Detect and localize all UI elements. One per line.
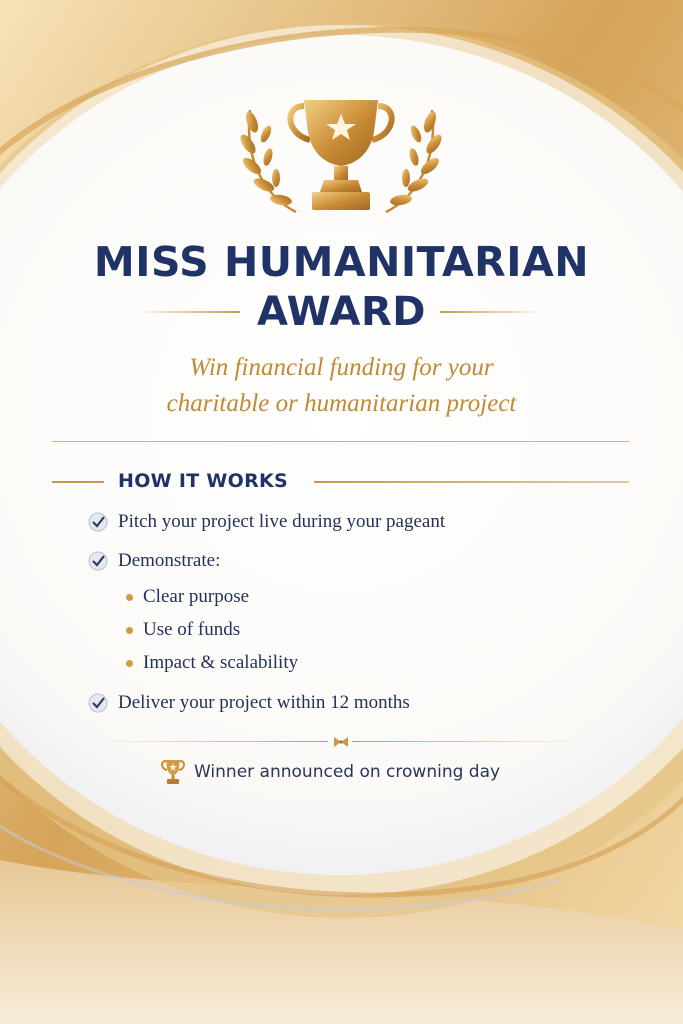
step-text: Demonstrate: — [118, 550, 221, 571]
criteria-text: Clear purpose — [143, 586, 250, 607]
bullet-dot-icon — [126, 627, 133, 634]
trophy-icon — [158, 757, 188, 787]
how-it-works-rule-left — [52, 481, 104, 483]
winner-text: Winner announced on crowning day — [194, 762, 501, 782]
how-it-works-heading: HOW IT WORKS — [118, 470, 289, 492]
trophy-icon — [290, 100, 391, 210]
criteria-item — [126, 651, 298, 675]
criteria-item — [126, 618, 240, 642]
award-title-line2: AWARD — [257, 289, 426, 335]
bullet-dot-icon — [126, 660, 133, 667]
step-text: Pitch your project live during your pageant — [118, 511, 446, 532]
subtitle-line2: charitable or humanitarian project — [166, 390, 517, 417]
how-it-works-rule-right — [314, 481, 629, 483]
step-text: Deliver your project within 12 months — [118, 692, 410, 713]
section-divider — [52, 441, 629, 442]
winner-note — [158, 758, 500, 786]
check-icon — [88, 551, 108, 571]
bullet-dot-icon — [126, 594, 133, 601]
title-rule-right — [440, 311, 545, 313]
laurel-left-icon — [238, 110, 296, 212]
criteria-text: Impact & scalability — [143, 652, 299, 673]
bottom-rule-right — [352, 741, 590, 742]
criteria-text: Use of funds — [143, 619, 241, 640]
criteria-item — [126, 585, 249, 609]
check-icon — [88, 693, 108, 713]
bottom-rule-left — [90, 741, 328, 742]
step-item — [88, 548, 220, 574]
step-item — [88, 509, 445, 535]
check-icon — [88, 512, 108, 532]
step-item — [88, 690, 410, 716]
subtitle-line1: Win financial funding for your — [189, 354, 494, 381]
laurel-right-icon — [386, 110, 444, 212]
trophy-emblem — [226, 92, 456, 222]
bow-ornament-icon — [332, 736, 350, 748]
award-title-line1: MISS HUMANITARIAN — [93, 238, 590, 286]
